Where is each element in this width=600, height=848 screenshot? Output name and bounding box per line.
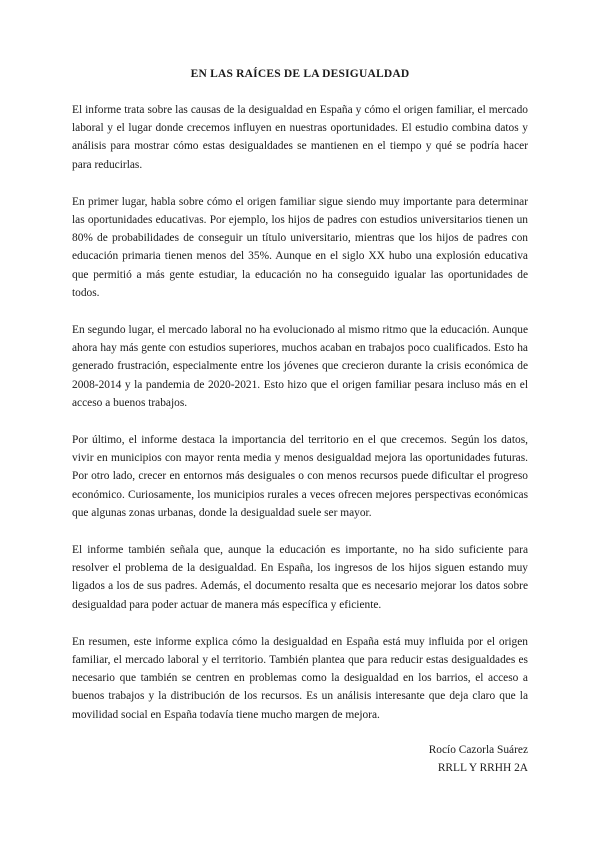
paragraph-family-origin: En primer lugar, habla sobre cómo el origen familiar sigue siendo muy importante para determinar las oportunidades educativas. Por ejemplo, los hijos de padres con estudios universitarios tienen un 80% de probabilidades de conseguir un título universitario, mientras que los hijos de padres con educación primaria tienen menos del 35%. Aunque en el siglo XX hubo una explosión educativa que permitió a más gente estudiar, la educación no ha conseguido igualar las oportunidades de todos. bbox=[72, 195, 528, 299]
paragraph-summary: En resumen, este informe explica cómo la desigualdad en España está muy influida por el origen familiar, el mercado laboral y el territorio. También plantea que para reducir estas desigualdades es necesario que también se centren en problemas como la desigualdad en los barrios, el acceso a buenos trabajos y la distribución de los recursos. Es un análisis interesante que deja claro que la movilidad social en España todavía tiene mucho margen de mejora. bbox=[72, 635, 528, 721]
course-label: RRLL Y RRHH 2A bbox=[437, 762, 528, 775]
signature-block bbox=[429, 741, 528, 777]
paragraph-intro: El informe trata sobre las causas de la desigualdad en España y cómo el origen familiar, el mercado laboral y el lugar donde crecemos influyen en nuestras oportunidades. El estudio combina datos y análisis para mostrar cómo estas desigualdades se mantienen en el tiempo y qué se podría hacer para reducirlas. bbox=[72, 104, 528, 171]
paragraph-education: El informe también señala que, aunque la educación es importante, no ha sido suficiente para resolver el problema de la desigualdad. En España, los ingresos de los hijos siguen estando muy ligados a los de sus padres. Además, el documento resalta que es necesario mejorar los datos sobre desigualdad para poder actuar de manera más específica y eficiente. bbox=[72, 544, 528, 611]
paragraph-territory: Por último, el informe destaca la importancia del territorio en el que crecemos. Según los datos, vivir en municipios con mayor renta media y menos desigualdad mejora las oportunidades futuras. Por otro lado, crecer en entornos más desiguales o con menos recursos puede dificultar el progreso económico. Curiosamente, los municipios rurales a veces ofrecen mejores perspectivas económicas que algunas zonas urbanas, donde la desigualdad suele ser mayor. bbox=[72, 434, 528, 519]
document-body bbox=[72, 101, 528, 743]
document-title: EN LAS RAÍCES DE LA DESIGUALDAD bbox=[190, 68, 410, 80]
paragraph-labor-market: En segundo lugar, el mercado laboral no ha evolucionado al mismo ritmo que la educación. Aunque ahora hay más gente con estudios superiores, muchos acaban en trabajos poco cualificados. Esto ha generado frustración, especialmente entre los jóvenes que crecieron durante la crisis económica de 2008-2014 y la pandemia de 2020-2021. Esto hizo que el origen familiar pesara incluso más en el acceso a buenos trabajos. bbox=[72, 324, 528, 409]
author-name: Rocío Cazorla Suárez bbox=[428, 744, 528, 756]
